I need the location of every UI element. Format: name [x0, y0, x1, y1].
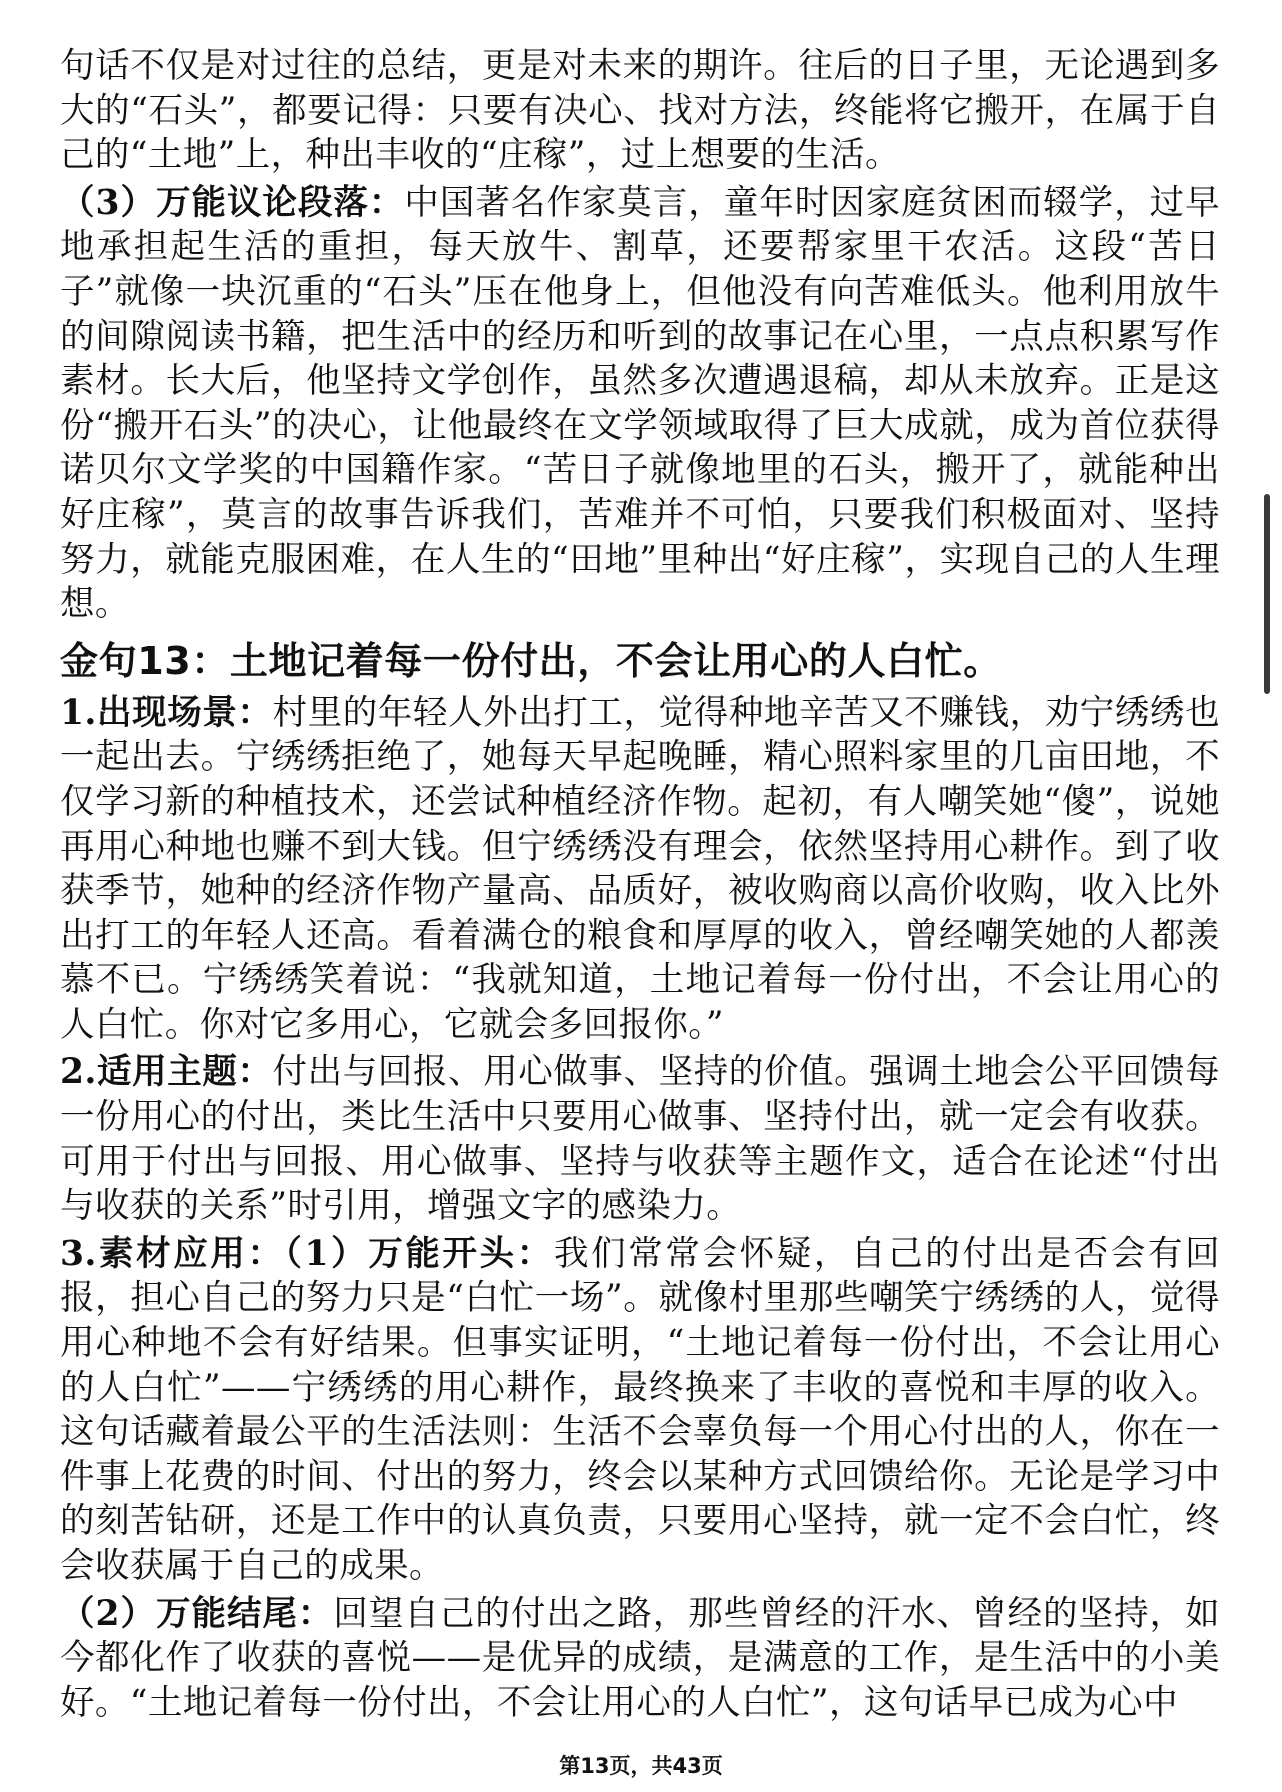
opening-text: 我们常常会怀疑，自己的付出是否会有回报，担心自己的努力只是“白忙一场”。就像村里那些嘲笑宁绣绣的人，觉得用心种地不会有好结果。但事实证明，“土地记着每一份付出，不会让用心的人白忙”——宁绣绣的用心耕作，最终换来了丰收的喜悦和丰厚的收入。这句话藏着最公平的生活法则：生活不会辜负每一个用心付出的人，你在一件事上花费的时间、付出的努力，终会以某种方式回馈给你。无论是学习中的刻苦钻研，还是工作中的认真负责，只要用心坚持，就一定不会白忙，终会收获属于自己的成果。 [60, 1233, 1220, 1586]
theme-text: 付出与回报、用心做事、坚持的价值。强调土地会公平回馈每一份用心的付出，类比生活中只要用心做事、坚持付出，就一定会有收获。可用于付出与回报、用心做事、坚持与收获等主题作文，适合在论述“付出与收获的关系”时引用，增强文字的感染力。 [60, 1052, 1220, 1227]
page-number: 第13页，共43页 [559, 1754, 723, 1778]
section-application [60, 1232, 1220, 1589]
quote-heading: 金句13：土地记着每一份付出，不会让用心的人白忙。 [60, 638, 1002, 683]
scene-text: 村里的年轻人外出打工，觉得种地辛苦又不赚钱，劝宁绣绣也一起出去。宁绣绣拒绝了，她每天早起晚睡，精心照料家里的几亩田地，不仅学习新的种植技术，还尝试种植经济作物。起初，有人嘲笑她“傻”，说她再用心种地也赚不到大钱。但宁绣绣没有理会，依然坚持用心耕作。到了收获季节，她种的经济作物产量高、品质好，被收购商以高价收购，收入比外出打工的年轻人还高。看着满仓的粮食和厚厚的收入，曾经嘲笑她的人都羡慕不已。宁绣绣笑着说：“我就知道，土地记着每一份付出，不会让用心的人白忙。你对它多用心，它就会多回报你。” [60, 692, 1220, 1045]
scene-label: 1.出现场景： [60, 692, 273, 733]
paragraph-argument [60, 181, 1220, 627]
section-scene [60, 691, 1220, 1048]
paragraph-continuation: 句话不仅是对过往的总结，更是对未来的期许。往后的日子里，无论遇到多大的“石头”，都要记得：只要有决心、找对方法，终能将它搬开，在属于自己的“土地”上，种出丰收的“庄稼”，过上想要的生活。 [60, 46, 1220, 176]
scrollbar-thumb[interactable] [1264, 494, 1270, 694]
ending-label: （2）万能结尾： [60, 1593, 334, 1634]
argument-label: （3）万能议论段落： [60, 182, 405, 223]
argument-text: 中国著名作家莫言，童年时因家庭贫困而辍学，过早地承担起生活的重担，每天放牛、割草，还要帮家里干农活。这段“苦日子”就像一块沉重的“石头”压在他身上，但他没有向苦难低头。他利用放牛的间隙阅读书籍，把生活中的经历和听到的故事记在心里，一点点积累写作素材。长大后，他坚持文学创作，虽然多次遭遇退稿，却从未放弃。正是这份“搬开石头”的决心，让他最终在文学领域取得了巨大成就，成为首位获得诺贝尔文学奖的中国籍作家。“苦日子就像地里的石头，搬开了，就能种出好庄稼”，莫言的故事告诉我们，苦难并不可怕，只要我们积极面对、坚持努力，就能克服困难，在人生的“田地”里种出“好庄稼”，实现自己的人生理想。 [60, 182, 1220, 625]
document-page [60, 44, 1220, 1725]
paragraph-ending [60, 1592, 1220, 1726]
application-label: 3.素材应用： [60, 1233, 285, 1274]
theme-label: 2.适用主题： [60, 1052, 273, 1093]
section-theme [60, 1050, 1220, 1228]
opening-label: （1）万能开头： [284, 1233, 554, 1274]
ending-text: 回望自己的付出之路，那些曾经的汗水、曾经的坚持，如今都化作了收获的喜悦——是优异的成绩，是满意的工作，是生活中的小美好。“土地记着每一份付出，不会让用心的人白忙”，这句话早已成为心中 [60, 1593, 1220, 1723]
